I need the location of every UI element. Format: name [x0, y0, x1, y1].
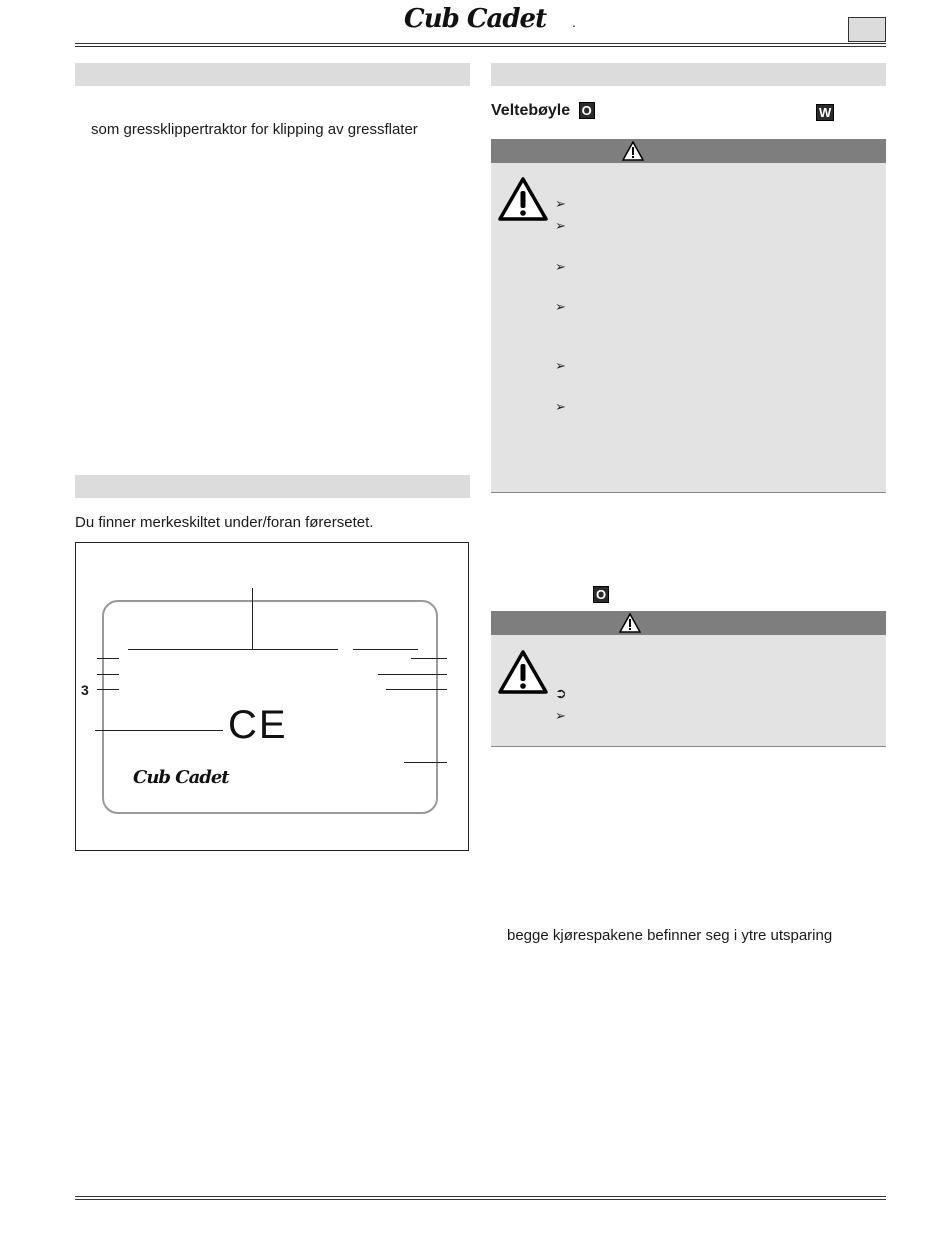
- header-rule-2: [75, 46, 886, 47]
- warning-box-1: [491, 139, 886, 493]
- callout-line-right-4: [404, 762, 447, 763]
- warning-header-2: [491, 611, 886, 635]
- callout-line-left-1: [97, 658, 119, 659]
- callout-line-title-right: [353, 649, 418, 650]
- logo-dot: .: [572, 14, 576, 30]
- callout-line-left-2: [97, 674, 119, 675]
- callout-line-ce: [95, 730, 223, 731]
- callout-line-title: [128, 649, 338, 650]
- warning-small-icon-2: [619, 613, 641, 633]
- warning-header-1: [491, 139, 886, 163]
- warning-bullet-5: ➢: [555, 358, 566, 373]
- intro-text: som gressklippertraktor for klipping av gressflater: [91, 121, 418, 138]
- badge-w: W: [816, 104, 834, 121]
- header-rule-1: [75, 43, 886, 44]
- warning-bullet-6: ➢: [555, 399, 566, 414]
- lever-text: begge kjørespakene befinner seg i ytre utsparing: [507, 927, 833, 944]
- callout-line-top: [252, 588, 253, 650]
- logo-text: Cub Cadet: [404, 4, 547, 34]
- warning2-bullet-2: ➢: [555, 708, 566, 723]
- callout-3-label: 3: [81, 682, 89, 698]
- badge-o-2: O: [593, 586, 609, 603]
- section-bar-safety: [491, 63, 886, 86]
- header-logo: [404, 4, 579, 34]
- page-number-box: [848, 17, 886, 42]
- warning-bullet-4: ➢: [555, 299, 566, 314]
- section-bar-nameplate: [75, 475, 470, 498]
- rollbar-heading-text: Veltebøyle: [491, 102, 571, 119]
- ce-mark: CE: [228, 703, 288, 747]
- warning2-bullet-1: ➲: [555, 685, 567, 701]
- warning-box-2: [491, 611, 886, 747]
- nameplate-figure: [75, 542, 469, 851]
- warning-large-icon: [497, 176, 549, 222]
- nameplate-text: Du finner merkeskiltet under/foran førersetet.: [75, 514, 374, 531]
- warning-bullet-1: ➢: [555, 196, 566, 211]
- callout-line-right-1: [411, 658, 447, 659]
- callout-line-left-3: [97, 689, 119, 690]
- warning-bullet-3: ➢: [555, 259, 566, 274]
- callout-line-right-2: [378, 674, 447, 675]
- footer-rule-1: [75, 1196, 886, 1197]
- warning-small-icon: [622, 141, 644, 161]
- footer-rule-2: [75, 1199, 886, 1200]
- warning-bullet-2: ➢: [555, 218, 566, 233]
- warning-large-icon-2: [497, 649, 549, 695]
- rollbar-heading: [491, 102, 595, 120]
- badge-o: O: [579, 102, 595, 119]
- plate-logo: Cub Cadet: [133, 767, 229, 788]
- callout-line-right-3: [386, 689, 447, 690]
- section-bar-usage: [75, 63, 470, 86]
